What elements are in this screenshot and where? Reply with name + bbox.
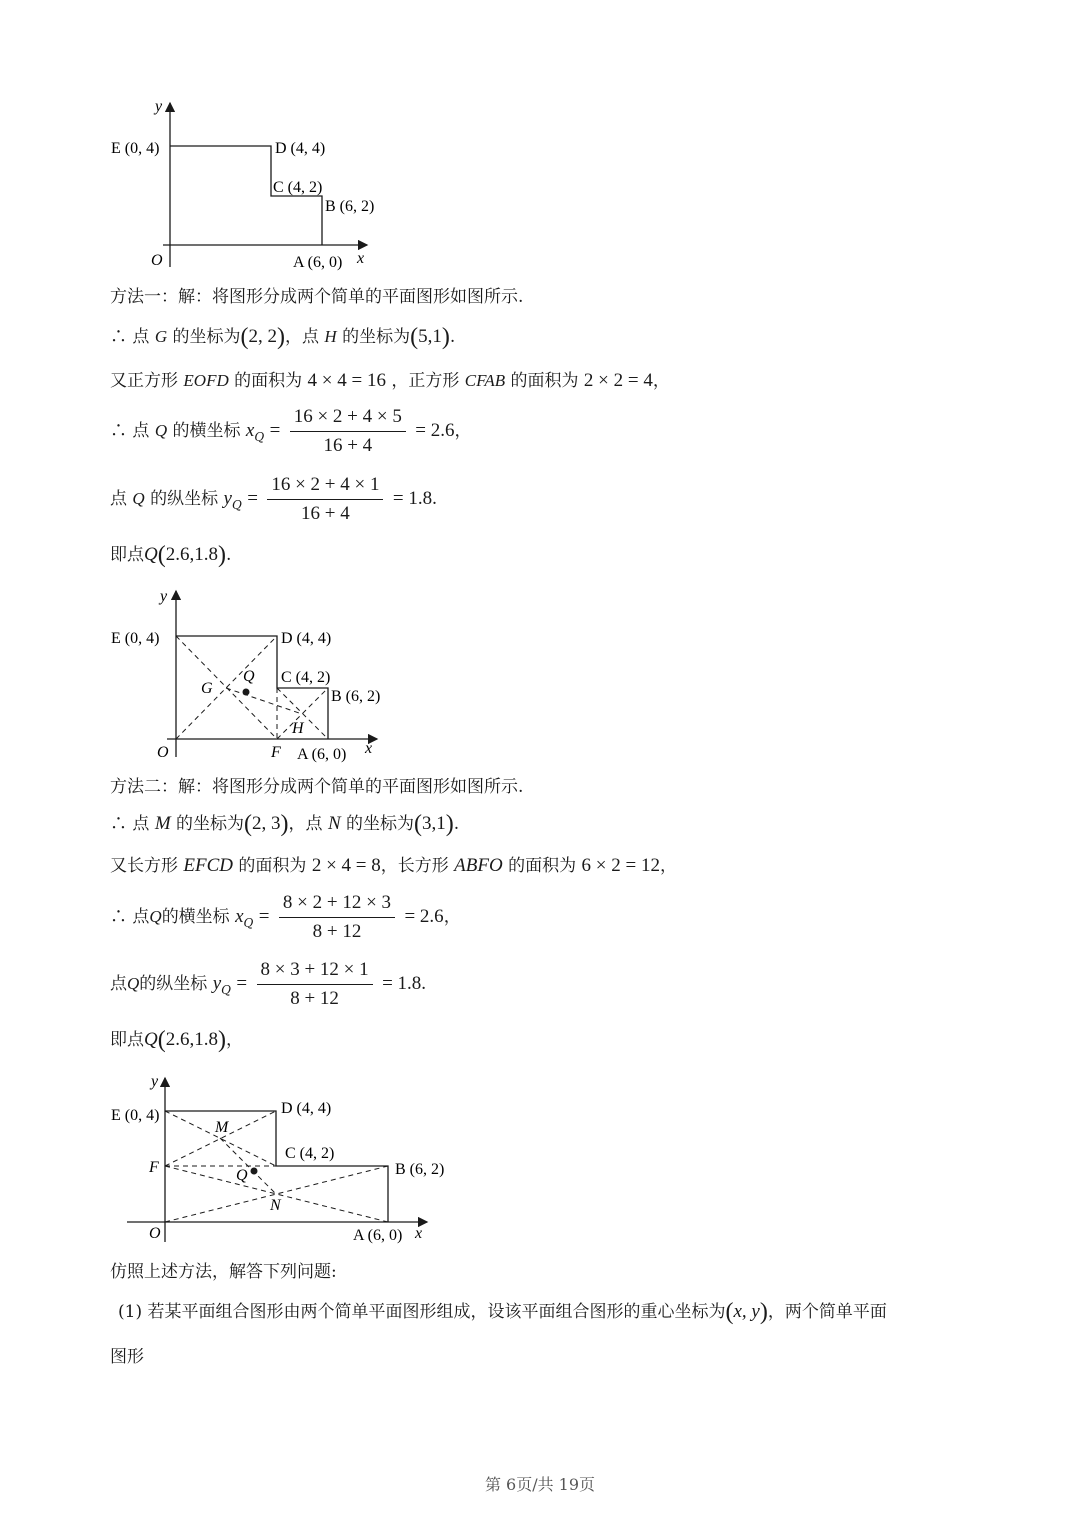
- label-C: C (4, 2): [285, 1145, 335, 1162]
- label-D: D (4, 4): [281, 630, 332, 647]
- label-A: A (6, 0): [293, 254, 343, 271]
- label-E: E (0, 4): [111, 140, 160, 157]
- method1-line3: ∴ 点 Q 的横坐标 $x_Q$ = $\frac{16 \times 2 + 4 \times 5}{16 + 4}$ = 2.6，: [110, 406, 472, 456]
- figure-3: [105, 1070, 445, 1250]
- method2-line1: ∴ 点 M 的坐标为(2, 3)，点 N 的坐标为(3,1).: [110, 811, 460, 837]
- question-1: (1) 若某平面组合图形由两个简单平面图形组成，设该平面组合图形的重心坐标为(x, y)，两个简单平面: [118, 1299, 887, 1325]
- method2-line3: ∴ 点Q的横坐标 $x_Q$ = $\frac{8 \times 2 + 12 \times 3}{8 + 12}$ = 2.6，: [110, 892, 461, 942]
- label-G: G: [201, 680, 213, 697]
- point-Q: [251, 1168, 258, 1175]
- y-label: y: [151, 1073, 159, 1090]
- label-E: E (0, 4): [111, 630, 160, 647]
- method1-line2: 又正方形 EOFD 的面积为 4 × 4 = 16 ，正方形 CFAB 的面积为 2 × 2 = 4，: [110, 370, 670, 391]
- question-1-cont: 图形: [110, 1347, 144, 1367]
- shape-outline: [176, 636, 331, 739]
- label-A: A (6, 0): [353, 1227, 403, 1244]
- method1-line1: ∴ 点 G 的坐标为(2, 2)，点 H 的坐标为(5,1).: [110, 324, 456, 350]
- method2-line5: 即点Q(2.6,1.8)，: [110, 1027, 243, 1053]
- x-label: x: [415, 1225, 423, 1242]
- label-C: C (4, 2): [273, 179, 323, 196]
- label-F: F: [271, 744, 281, 761]
- tail-intro: 仿照上述方法，解答下列问题:: [110, 1262, 337, 1282]
- origin-label: O: [149, 1225, 161, 1242]
- origin-label: O: [151, 252, 163, 269]
- method2-line2: 又长方形 EFCD 的面积为 2 × 4 = 8，长方形 ABFO 的面积为 6 × 2 = 12，: [110, 855, 677, 876]
- label-A: A (6, 0): [297, 746, 347, 763]
- figure-2: [105, 585, 405, 765]
- label-D: D (4, 4): [275, 140, 326, 157]
- label-Q: Q: [236, 1167, 248, 1184]
- label-M: M: [215, 1119, 229, 1136]
- label-E: E (0, 4): [111, 1107, 160, 1124]
- method2-heading: 方法二：解：将图形分成两个简单的平面图形如图所示.: [110, 777, 524, 797]
- label-H: H: [292, 720, 304, 737]
- x-label: x: [365, 740, 373, 757]
- method1-line4: 点 Q 的纵坐标 $y_Q$ = $\frac{16 \times 2 + 4 \times 1}{16 + 4}$ = 1.8.: [110, 474, 437, 524]
- origin-label: O: [157, 744, 169, 761]
- label-B: B (6, 2): [331, 688, 381, 705]
- method2-line4: 点Q的纵坐标 $y_Q$ = $\frac{8 \times 3 + 12 \times 1}{8 + 12}$ = 1.8.: [110, 959, 427, 1009]
- label-N: N: [270, 1197, 281, 1214]
- label-D: D (4, 4): [281, 1100, 332, 1117]
- page-footer: 第 6页/共 19页: [484, 1475, 596, 1494]
- label-C: C (4, 2): [281, 669, 331, 686]
- label-F: F: [149, 1159, 159, 1176]
- y-label: y: [160, 588, 168, 605]
- point-Q: [243, 689, 250, 696]
- label-Q: Q: [243, 668, 255, 685]
- label-B: B (6, 2): [325, 198, 375, 215]
- y-label: y: [155, 98, 163, 115]
- method1-line5: 即点Q(2.6,1.8).: [110, 542, 232, 568]
- figure-1: [105, 95, 395, 275]
- x-label: x: [357, 250, 365, 267]
- method1-heading: 方法一：解：将图形分成两个简单的平面图形如图所示.: [110, 287, 524, 307]
- label-B: B (6, 2): [395, 1161, 445, 1178]
